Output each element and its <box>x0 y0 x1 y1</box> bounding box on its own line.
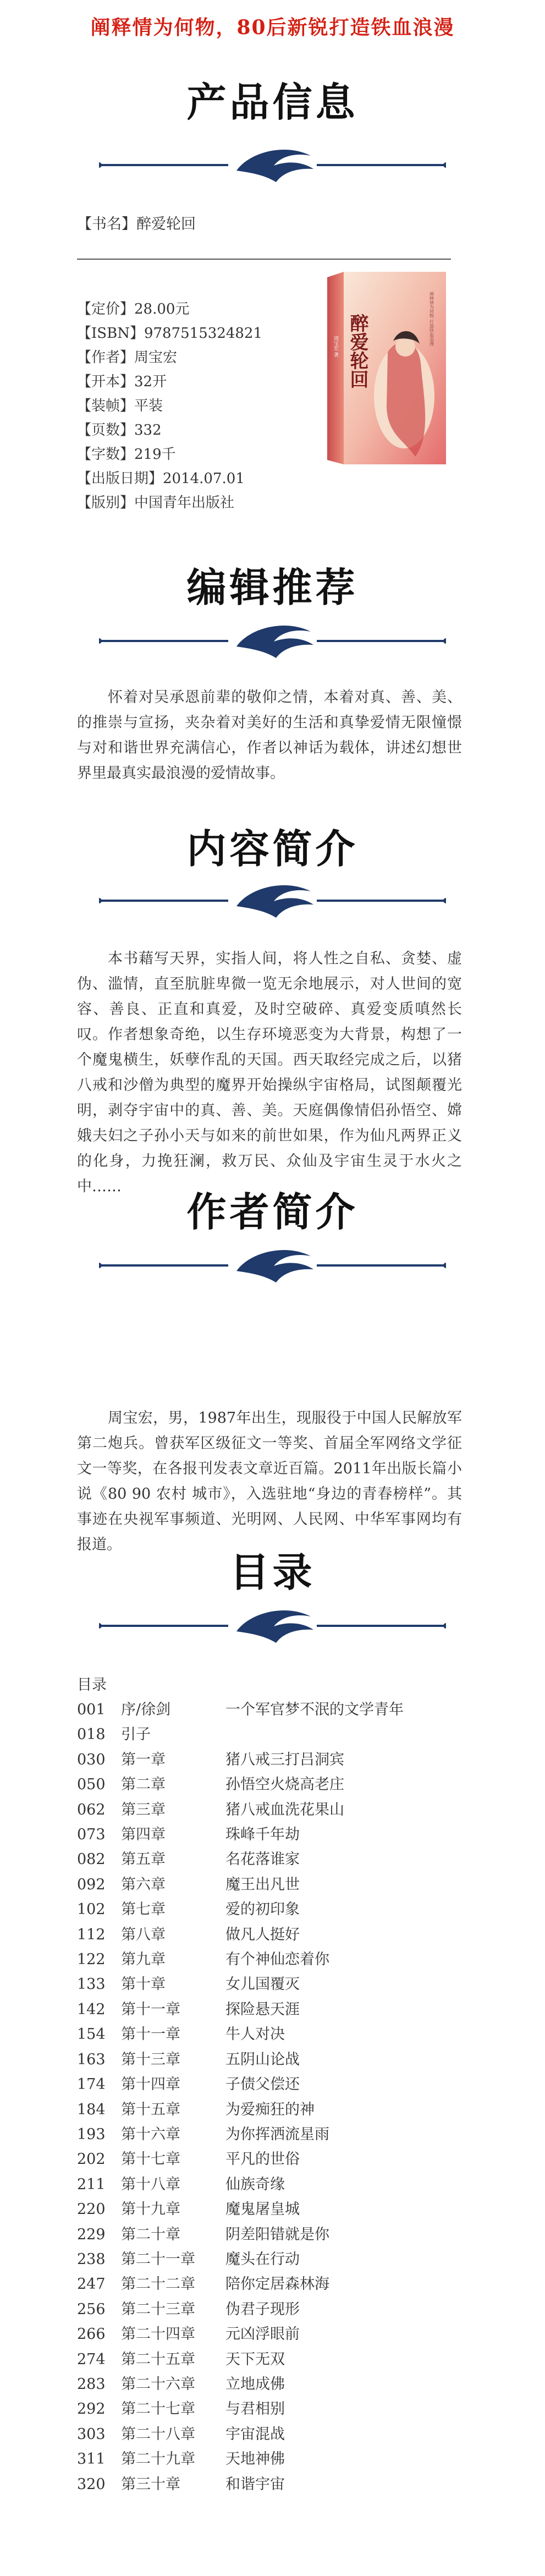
toc-page-number: 112 <box>77 1926 106 1943</box>
toc-chapter-title <box>225 1722 495 1747</box>
toc-chapter-label: 第十三章 <box>121 2051 180 2068</box>
toc-row <box>77 2422 495 2447</box>
toc-row <box>77 2372 495 2397</box>
toc-chapter-label: 第十八章 <box>121 2175 180 2193</box>
toc-list <box>77 1697 495 2497</box>
promo-banner: 阐释情为何物，80后新锐打造铁血浪漫 <box>90 16 455 39</box>
toc-chapter-title: 天地神佛 <box>225 2451 285 2468</box>
toc-chapter-title: 魔王出凡世 <box>225 1876 300 1893</box>
toc-page-number: 303 <box>77 2425 106 2443</box>
toc-row <box>77 2397 495 2421</box>
toc-row <box>77 1747 495 1772</box>
detail-price: 【定价】28.00元 <box>77 301 190 317</box>
toc-chapter-label: 第十九章 <box>121 2201 180 2218</box>
toc-row <box>77 1772 495 1797</box>
toc-chapter-title: 牛人对决 <box>225 2026 285 2043</box>
author-intro-text: 周宝宏，男，1987年出生，现服役于中国人民解放军第二炮兵。曾获军区级征文一等奖、首届全军网络文学征文一等奖，在各报刊发表文章近百篇。2011年出版长篇小说《80 90 农村 城市》，入选驻地“身边的青春榜样”。其事迹在央视军事频道、光明网、人民网、中华军事网均有报道。 <box>77 1410 462 1553</box>
toc-chapter-label: 第八章 <box>121 1926 166 1943</box>
toc-chapter-title: 魔头在行动 <box>225 2250 300 2268</box>
toc-page-number: 133 <box>77 1976 106 1993</box>
toc-row <box>77 2247 495 2272</box>
toc-chapter-title: 女儿国覆灭 <box>225 1976 300 1993</box>
toc-chapter-title: 元凶浮眼前 <box>225 2326 300 2343</box>
toc-chapter-label: 第十五章 <box>121 2101 180 2118</box>
toc-page-number: 163 <box>77 2051 106 2068</box>
wing-divider-icon <box>99 616 446 666</box>
toc-chapter-label: 第十七章 <box>121 2151 180 2168</box>
toc-chapter-title: 仙族奇缘 <box>225 2175 285 2193</box>
toc-row <box>77 2472 495 2497</box>
toc-chapter-label: 第二十八章 <box>121 2425 195 2443</box>
toc-chapter-label: 第十四章 <box>121 2076 180 2093</box>
toc-row <box>77 2297 495 2322</box>
toc-row <box>77 2447 495 2471</box>
toc-chapter-title: 做凡人挺好 <box>225 1926 300 1943</box>
toc-page-number: 311 <box>77 2451 106 2468</box>
toc-chapter-title: 子债父偿还 <box>225 2076 300 2093</box>
detail-author: 【作者】周宝宏 <box>77 349 178 366</box>
toc-row <box>77 2272 495 2297</box>
toc-row <box>77 2147 495 2172</box>
section-title-toc: 目录 <box>229 1549 316 1596</box>
toc-page-number: 256 <box>77 2300 106 2318</box>
toc-chapter-label: 引子 <box>121 1726 151 1744</box>
toc-row <box>77 2097 495 2122</box>
toc-row <box>77 1872 495 1897</box>
toc-page-number: 184 <box>77 2101 106 2118</box>
toc-chapter-label: 第二十六章 <box>121 2375 195 2393</box>
toc-chapter-title: 有个神仙恋着你 <box>225 1951 329 1969</box>
wing-divider-icon <box>99 876 446 925</box>
toc-chapter-label: 第七章 <box>121 1901 166 1919</box>
toc-page-number: 211 <box>77 2175 106 2193</box>
cover-title: 醉爱轮回 <box>346 314 368 388</box>
toc-chapter-title: 为你挥洒流星雨 <box>225 2125 329 2143</box>
editor-recommend-text: 怀着对吴承恩前辈的敬仰之情，本着对真、善、美、的推崇与宣扬，夹杂着对美好的生活和真挚爱情无限憧憬与对和谐世界充满信心，作者以神话为载体，讲述幻想世界里最真实最浪漫的爱情故事。 <box>77 689 462 782</box>
toc-chapter-label: 第六章 <box>121 1876 166 1893</box>
detail-isbn: 【ISBN】9787515324821 <box>77 325 262 342</box>
toc-chapter-label: 第十一章 <box>121 2000 180 2018</box>
detail-pubdate: 【出版日期】2014.07.01 <box>77 470 245 487</box>
toc-chapter-title: 五阴山论战 <box>225 2051 300 2068</box>
toc-chapter-title: 魔鬼屠皇城 <box>225 2201 300 2218</box>
toc-chapter-label: 第二十章 <box>121 2226 180 2243</box>
detail-pages: 【页数】332 <box>77 422 162 439</box>
toc-page-number: 018 <box>77 1726 106 1744</box>
toc-chapter-title: 伪君子现形 <box>225 2300 300 2318</box>
toc-heading: 目录 <box>77 1676 107 1693</box>
table-of-contents <box>77 1673 495 2497</box>
detail-format: 【开本】32开 <box>77 374 167 390</box>
toc-chapter-title: 阴差阳错就是你 <box>225 2226 329 2243</box>
toc-chapter-label: 第二十一章 <box>121 2250 195 2268</box>
toc-page-number: 073 <box>77 1826 106 1844</box>
wing-divider-icon <box>99 1241 446 1290</box>
toc-row <box>77 2322 495 2347</box>
toc-row <box>77 1947 495 1972</box>
separator-line <box>77 259 451 260</box>
toc-chapter-title: 平凡的世俗 <box>225 2151 300 2168</box>
toc-row <box>77 1697 495 1722</box>
toc-chapter-label: 第二十四章 <box>121 2326 195 2343</box>
toc-chapter-label: 第十一章 <box>121 2026 180 2043</box>
toc-page-number: 030 <box>77 1751 106 1768</box>
toc-row <box>77 2072 495 2097</box>
toc-page-number: 193 <box>77 2125 106 2143</box>
toc-page-number: 062 <box>77 1801 106 1818</box>
toc-chapter-label: 第九章 <box>121 1951 166 1969</box>
detail-binding: 【装帧】平装 <box>77 398 163 414</box>
toc-page-number: 050 <box>77 1776 106 1794</box>
toc-chapter-title: 陪你定居森林海 <box>225 2276 329 2293</box>
toc-row <box>77 1797 495 1822</box>
cover-spine-author: 周宝宏 著 <box>333 336 338 357</box>
toc-chapter-title: 探险悬天涯 <box>225 2000 300 2018</box>
toc-page-number: 266 <box>77 2326 106 2343</box>
toc-chapter-title: 为爱痴狂的神 <box>225 2101 315 2118</box>
toc-chapter-title: 立地成佛 <box>225 2375 285 2393</box>
toc-row <box>77 2197 495 2222</box>
toc-chapter-label: 第一章 <box>121 1751 166 1768</box>
toc-row <box>77 1972 495 1997</box>
toc-row <box>77 1897 495 1922</box>
toc-chapter-label: 第二十五章 <box>121 2350 195 2368</box>
toc-page-number: 220 <box>77 2201 106 2218</box>
toc-chapter-label: 第二十二章 <box>121 2276 195 2293</box>
toc-page-number: 102 <box>77 1901 106 1919</box>
toc-page-number: 292 <box>77 2400 106 2418</box>
toc-row <box>77 2222 495 2247</box>
toc-chapter-title: 猪八戒三打吕洞宾 <box>225 1751 344 1768</box>
toc-page-number: 092 <box>77 1876 106 1893</box>
toc-chapter-title: 和谐宇宙 <box>225 2475 285 2493</box>
toc-page-number: 001 <box>77 1701 106 1718</box>
section-title-author-intro: 作者简介 <box>186 1188 359 1235</box>
section-title-product-info: 产品信息 <box>186 79 359 125</box>
toc-chapter-label: 第二十九章 <box>121 2451 195 2468</box>
toc-chapter-label: 第二十七章 <box>121 2400 195 2418</box>
toc-chapter-label: 第五章 <box>121 1851 166 1868</box>
toc-page-number: 154 <box>77 2026 106 2043</box>
toc-chapter-title: 名花落谁家 <box>225 1851 300 1868</box>
book-title-line: 【书名】醉爱轮回 <box>77 216 196 233</box>
wing-divider-icon <box>99 140 446 190</box>
toc-page-number: 142 <box>77 2000 106 2018</box>
toc-row <box>77 2347 495 2372</box>
toc-chapter-title: 孙悟空火烧高老庄 <box>225 1776 344 1794</box>
toc-chapter-label: 第十章 <box>121 1976 166 1993</box>
toc-chapter-label: 第三章 <box>121 1801 166 1818</box>
toc-page-number: 202 <box>77 2151 106 2168</box>
toc-row <box>77 1822 495 1847</box>
book-details <box>77 297 262 515</box>
section-title-content-intro: 内容简介 <box>186 825 359 872</box>
toc-chapter-label: 第二十三章 <box>121 2300 195 2318</box>
toc-page-number: 174 <box>77 2076 106 2093</box>
toc-row <box>77 2047 495 2072</box>
toc-row <box>77 1922 495 1947</box>
detail-words: 【字数】219千 <box>77 446 176 463</box>
toc-page-number: 247 <box>77 2276 106 2293</box>
toc-chapter-label: 第三十章 <box>121 2475 180 2493</box>
toc-row <box>77 1722 495 1747</box>
toc-page-number: 238 <box>77 2250 106 2268</box>
book-cover-image <box>322 270 448 468</box>
section-title-editor-recommend: 编辑推荐 <box>186 564 359 611</box>
toc-chapter-title: 猪八戒血洗花果山 <box>225 1801 344 1818</box>
toc-page-number: 320 <box>77 2475 106 2493</box>
toc-chapter-label: 第四章 <box>121 1826 166 1844</box>
toc-row <box>77 2172 495 2197</box>
detail-publisher: 【版别】中国青年出版社 <box>77 495 235 511</box>
toc-chapter-title: 与君相别 <box>225 2400 285 2418</box>
toc-page-number: 274 <box>77 2350 106 2368</box>
content-intro-text: 本书藉写天界，实指人间，将人性之自私、贪婪、虚伪、滥情，直至肮脏卑微一览无余地展示，对人世间的宽容、善良、正直和真爱，及时空破碎、真爱变质嗔然长叹。作者想象奇绝，以生存环境恶变为大背景，构想了一个魔鬼横生，妖孽作乱的天国。西天取经完成之后，以猪八戒和沙僧为典型的魔界开始操纵宇宙格局，试图颠覆光明，剥夺宇宙中的真、善、美。天庭偶像情侣孙悟空、嫦娥夫妇之子孙小天与如来的前世如果，作为仙凡两界正义的化身，力挽狂澜，救万民、众仙及宇宙生灵于水火之中…… <box>77 950 462 1195</box>
toc-row <box>77 2122 495 2147</box>
toc-row <box>77 1997 495 2022</box>
toc-row <box>77 2022 495 2047</box>
toc-page-number: 082 <box>77 1851 106 1868</box>
toc-chapter-title: 天下无双 <box>225 2350 285 2368</box>
toc-row <box>77 1847 495 1872</box>
toc-page-number: 283 <box>77 2375 106 2393</box>
cover-tagline: 阐释情为何物 打造铁血浪漫 <box>429 292 434 346</box>
toc-chapter-label: 第二章 <box>121 1776 166 1794</box>
toc-chapter-label: 序/徐剑 <box>121 1701 171 1718</box>
toc-page-number: 229 <box>77 2226 106 2243</box>
wing-divider-icon <box>99 1601 446 1651</box>
toc-page-number: 122 <box>77 1951 106 1969</box>
toc-chapter-title: 爱的初印象 <box>225 1901 300 1919</box>
toc-chapter-title: 一个军官梦不泯的文学青年 <box>225 1701 404 1718</box>
toc-chapter-title: 珠峰千年劫 <box>225 1826 300 1844</box>
toc-chapter-label: 第十六章 <box>121 2125 180 2143</box>
toc-chapter-title: 宇宙混战 <box>225 2425 285 2443</box>
